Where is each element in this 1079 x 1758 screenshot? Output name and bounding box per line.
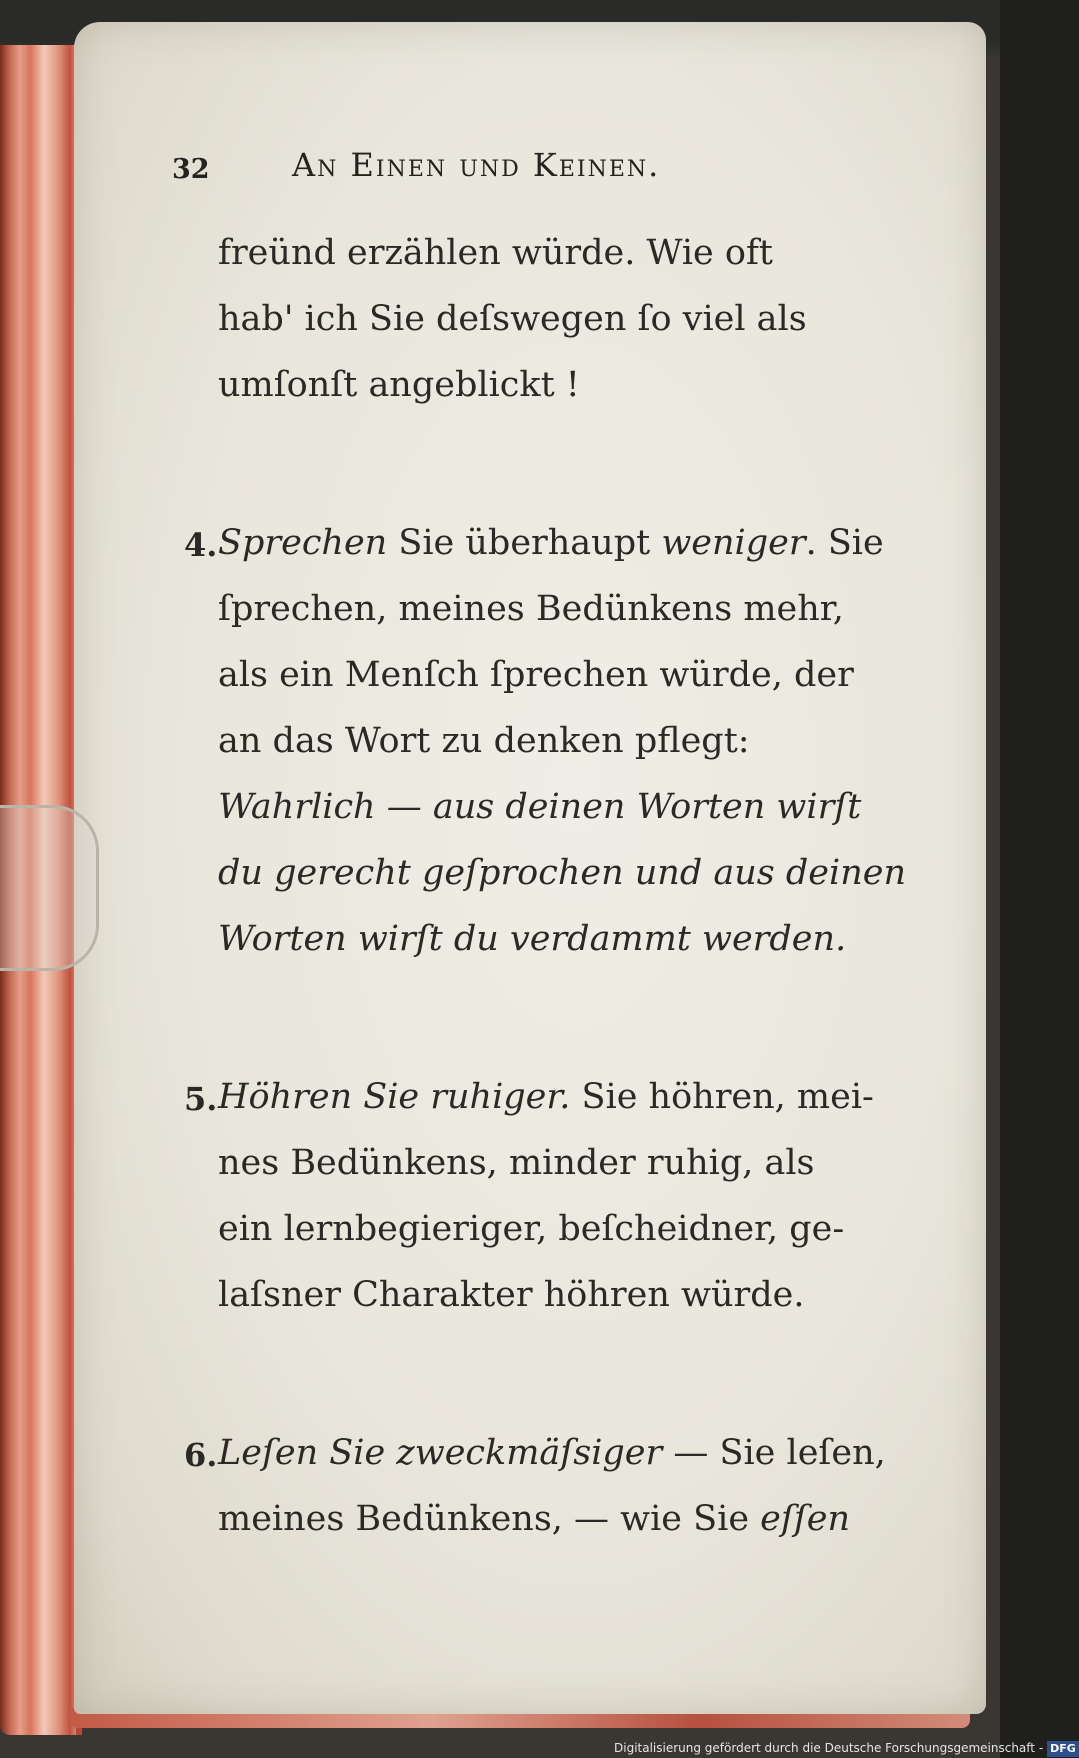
text-line: umſonſt angeblickt ! <box>218 365 580 405</box>
item-number: 6. <box>184 1436 218 1474</box>
emphasis: weniger <box>661 523 806 563</box>
page-header <box>172 146 822 194</box>
digitization-credit <box>614 1740 1079 1756</box>
text-run: Sie höhren, mei- <box>570 1077 874 1117</box>
list-item-6 <box>184 1420 918 1552</box>
text-run: Sie überhaupt <box>387 523 662 563</box>
page-number: 32 <box>172 154 210 185</box>
text-line <box>184 1420 918 1486</box>
text-line: ſprechen, meines Bedünkens mehr, <box>218 589 844 629</box>
emphasis: Höhren Sie ruhiger. <box>218 1077 571 1117</box>
item-number: 5. <box>184 1080 218 1118</box>
item-number: 4. <box>184 526 218 564</box>
dfg-logo: DFG <box>1047 1741 1079 1757</box>
text-line <box>184 1064 918 1130</box>
text-line: hab' ich Sie deſswegen ſo viel als <box>218 299 807 339</box>
page-body <box>184 220 918 1552</box>
text-line <box>218 1486 918 1552</box>
text-line: freünd erzählen würde. Wie oft <box>218 233 773 273</box>
credit-text: Digitalisierung gefördert durch die Deutsche Forschungsgemeinschaft - <box>614 1741 1044 1755</box>
list-item-5 <box>184 1064 918 1328</box>
text-run: meines Bedünkens, — wie Sie <box>218 1499 761 1539</box>
running-head: An Einen und Keinen. <box>292 146 661 184</box>
text-line: ein lernbegieriger, beſcheidner, ge- <box>218 1209 845 1249</box>
text-line: nes Bedünkens, minder ruhig, als <box>218 1143 815 1183</box>
text-line: Worten wirſt du verdammt werden. <box>218 919 847 959</box>
text-line <box>184 510 918 576</box>
text-line: als ein Menſch ſprechen würde, der <box>218 655 854 695</box>
list-item-4 <box>184 510 918 972</box>
emphasis: eſſen <box>760 1499 851 1539</box>
text-line: du gerecht geſprochen und aus deinen <box>218 853 906 893</box>
text-run: — Sie leſen, <box>662 1433 886 1473</box>
emphasis: Sprechen <box>218 523 388 563</box>
text-line: an das Wort zu denken pflegt: <box>218 721 750 761</box>
text-run: . Sie <box>805 523 884 563</box>
page-clip <box>0 805 99 971</box>
text-line: laſsner Charakter höhren würde. <box>218 1275 805 1315</box>
text-line: Wahrlich — aus deinen Worten wirſt <box>218 787 862 827</box>
emphasis: Leſen Sie zweckmäſsiger <box>218 1433 663 1473</box>
